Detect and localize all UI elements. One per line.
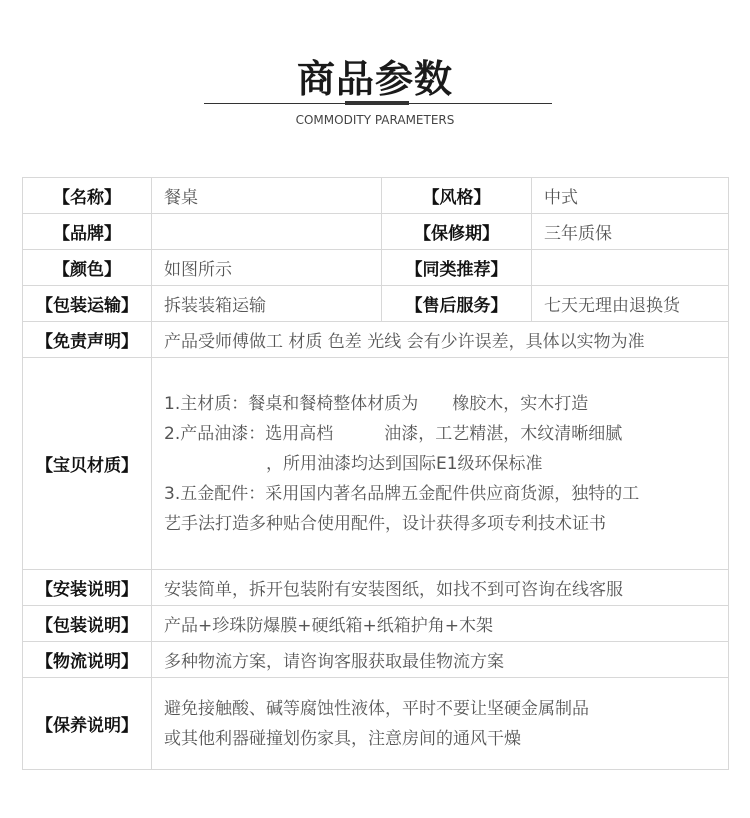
after-sales-value: 七天无理由退换货	[532, 286, 729, 322]
name-label: 【名称】	[23, 178, 152, 214]
similar-label: 【同类推荐】	[382, 250, 532, 286]
disclaimer-value: 产品受师傅做工 材质 色差 光线 会有少许误差，具体以实物为准	[152, 322, 729, 358]
installation-value: 安装简单，拆开包装附有安装图纸，如找不到可咨询在线客服	[152, 570, 729, 606]
warranty-label: 【保修期】	[382, 214, 532, 250]
material-line: 2.产品油漆：选用高档 油漆，工艺精湛，木纹清晰细腻	[164, 423, 623, 444]
care-label: 【保养说明】	[23, 678, 152, 770]
title-divider-accent	[345, 101, 409, 105]
page-subtitle: COMMODITY PARAMETERS	[295, 113, 455, 127]
style-value: 中式	[532, 178, 729, 214]
care-line: 避免接触酸、碱等腐蚀性液体，平时不要让坚硬金属制品	[164, 698, 589, 719]
color-label: 【颜色】	[23, 250, 152, 286]
name-value: 餐桌	[152, 178, 382, 214]
table-row	[23, 358, 729, 570]
table-row	[23, 570, 729, 606]
material-label: 【宝贝材质】	[23, 358, 152, 570]
table-row	[23, 286, 729, 322]
similar-value	[532, 250, 729, 286]
warranty-value: 三年质保	[532, 214, 729, 250]
table-row	[23, 178, 729, 214]
table-row	[23, 214, 729, 250]
material-line: 3.五金配件：采用国内著名品牌五金配件供应商货源，独特的工	[164, 483, 640, 504]
page-title: 商品参数	[296, 57, 453, 101]
table-row	[23, 250, 729, 286]
table-row	[23, 678, 729, 770]
brand-value	[152, 214, 382, 250]
material-line: 1.主材质：餐桌和餐椅整体材质为 橡胶木，实木打造	[164, 393, 589, 414]
material-line: ，所用油漆均达到国际E1级环保标准	[266, 453, 543, 474]
after-sales-label: 【售后服务】	[382, 286, 532, 322]
installation-label: 【安装说明】	[23, 570, 152, 606]
table-row	[23, 322, 729, 358]
packaging-transport-label: 【包装运输】	[23, 286, 152, 322]
disclaimer-label: 【免责声明】	[23, 322, 152, 358]
parameters-table	[22, 177, 729, 770]
packaging-transport-value: 拆装装箱运输	[152, 286, 382, 322]
color-value: 如图所示	[152, 250, 382, 286]
style-label: 【风格】	[382, 178, 532, 214]
care-line: 或其他利器碰撞划伤家具，注意房间的通风干燥	[164, 728, 521, 749]
material-line: 艺手法打造多种贴合使用配件，设计获得多项专利技术证书	[164, 513, 606, 534]
material-value	[152, 358, 729, 570]
logistics-value: 多种物流方案，请咨询客服获取最佳物流方案	[152, 642, 729, 678]
care-value	[152, 678, 729, 770]
logistics-label: 【物流说明】	[23, 642, 152, 678]
packing-value: 产品+珍珠防爆膜+硬纸箱+纸箱护角+木架	[152, 606, 729, 642]
table-row	[23, 606, 729, 642]
table-row	[23, 642, 729, 678]
brand-label: 【品牌】	[23, 214, 152, 250]
packing-label: 【包装说明】	[23, 606, 152, 642]
